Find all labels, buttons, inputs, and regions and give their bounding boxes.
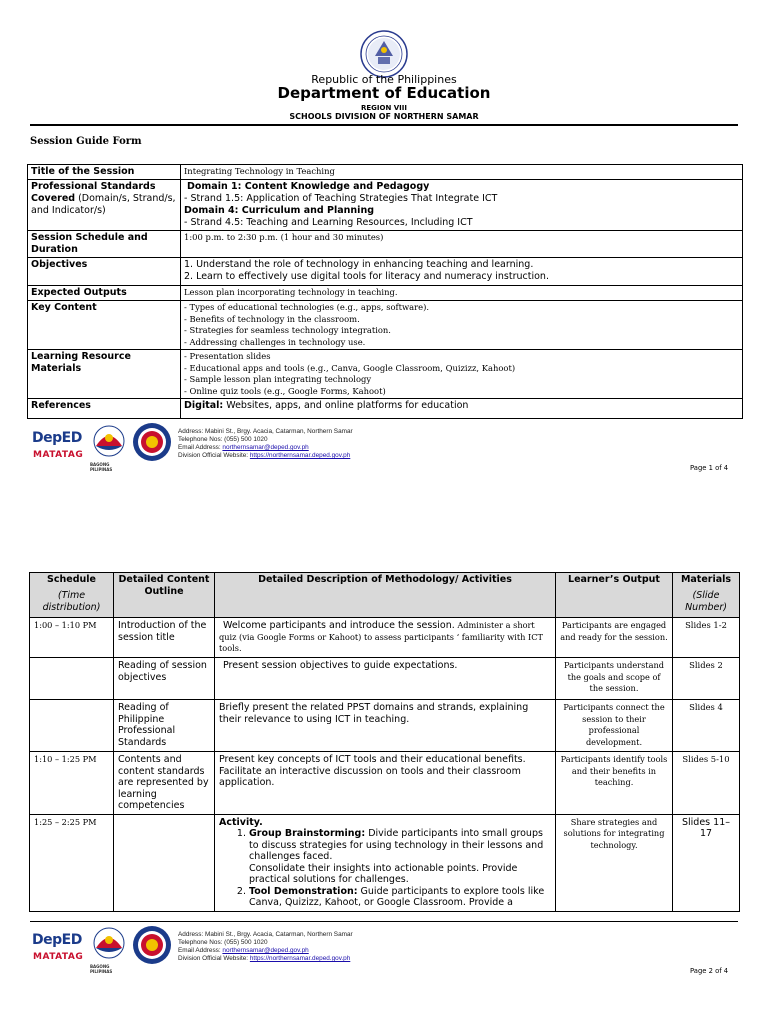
- form-title: Session Guide Form: [30, 136, 142, 147]
- header-republic: Republic of the Philippines: [311, 73, 457, 86]
- output-cell: Participants understand the goals and scope of the session.: [556, 658, 673, 700]
- bagong-pilipinas-logo: [88, 424, 130, 472]
- strand-4-5: - Strand 4.5: Teaching and Learning Resources, Including ICT: [184, 217, 473, 228]
- outputs-value: Lesson plan incorporating technology in teaching.: [181, 286, 743, 301]
- list-item: 1. Group Brainstorming: Divide participants into small groups to discuss strategies for using technology in their lessons and challenges faced. Consolidate their insights into actionable points. Provide practical solutions for challenges.: [249, 828, 551, 886]
- col-description-header: Detailed Description of Methodology/ Activities: [215, 573, 556, 618]
- outline-cell: [114, 814, 215, 911]
- list-item: - Educational apps and tools (e.g., Canva, Google Classroom, Quizizz, Kahoot): [184, 362, 516, 373]
- list-item: - Online quiz tools (e.g., Google Forms, Kahoot): [184, 385, 386, 396]
- header-department: Department of Education: [277, 84, 491, 102]
- col-output-header: Learner’s Output: [556, 573, 673, 618]
- deped-matatag-logo: [32, 426, 84, 466]
- footer-address: Address: Mabini St., Brgy. Acacia, Catarman, Northern Samar: [178, 931, 353, 938]
- list-item: 2. Tool Demonstration: Guide participants to explore tools like Canva, Quizizz, Kahoot, or Google Classroom. Provide a: [249, 886, 551, 909]
- col-schedule-header: Schedule (Time distribution): [30, 573, 114, 618]
- outline-cell: Reading of session objectives: [114, 658, 215, 700]
- output-cell: Participants connect the session to their professional development.: [556, 700, 673, 752]
- bagong-pilipinas-text: BAGONG PILIPINAS: [90, 964, 113, 974]
- materials-cell: Slides 4: [673, 700, 740, 752]
- objective-2: 2. Learn to effectively use digital tools for literacy and numeracy instruction.: [184, 271, 549, 282]
- matatag-text: MATATAG: [33, 450, 84, 460]
- description-cell: Briefly present the related PPST domains and strands, explaining their relevance to using ICT in teaching.: [215, 700, 556, 752]
- col-materials-header: Materials (Slide Number): [673, 573, 740, 618]
- email-link[interactable]: northernsamar@deped.gov.ph: [222, 444, 309, 452]
- methodology-table: [29, 572, 740, 912]
- table-row: [30, 618, 740, 658]
- title-label: Title of the Session: [28, 165, 181, 180]
- materials-cell: Slides 1-2: [673, 618, 740, 658]
- schedule-cell: 1:25 – 2:25 PM: [30, 814, 114, 911]
- schedule-cell: 1:10 – 1:25 PM: [30, 752, 114, 815]
- output-cell: Participants are engaged and ready for the session.: [556, 618, 673, 658]
- table-row: [30, 752, 740, 815]
- domain-1: Domain 1: Content Knowledge and Pedagogy: [187, 181, 430, 192]
- footer-telephone: Telephone Nos: (055) 500 1020: [178, 436, 268, 444]
- title-value: Integrating Technology in Teaching: [181, 165, 743, 180]
- key-content-value: [181, 301, 743, 350]
- resources-label: Learning Resource Materials: [28, 350, 181, 399]
- activity-label: Activity.: [219, 816, 263, 828]
- pps-label: Professional Standards Covered (Domain/s, Strand/s, and Indicator/s): [28, 180, 181, 231]
- outline-cell: Introduction of the session title: [114, 618, 215, 658]
- header-region: REGION VIII: [361, 104, 407, 112]
- list-item: - Addressing challenges in technology use.: [184, 336, 366, 347]
- page-number: Page 2 of 4: [690, 967, 729, 975]
- materials-cell: Slides 5-10: [673, 752, 740, 815]
- footer-email-row: Email Address: northernsamar@deped.gov.ph: [178, 947, 309, 955]
- objectives-label: Objectives: [28, 258, 181, 286]
- footer-telephone: Telephone Nos: (055) 500 1020: [178, 939, 268, 947]
- materials-cell: Slides 2: [673, 658, 740, 700]
- schedule-cell: 1:00 – 1:10 PM: [30, 618, 114, 658]
- footer-address: Address: Mabini St., Brgy. Acacia, Catarman, Northern Samar: [178, 428, 353, 435]
- references-label: References: [28, 399, 181, 419]
- footer-contact: [178, 931, 353, 963]
- resources-value: [181, 350, 743, 399]
- outline-cell: Reading of Philippine Professional Standards: [114, 700, 215, 752]
- table-row: [30, 700, 740, 752]
- deped-matatag-logo: [32, 928, 84, 968]
- schedule-cell: [30, 658, 114, 700]
- activity-list: [219, 828, 551, 909]
- footer-website-row: Division Official Website: https://northernsamar.deped.gov.ph: [178, 955, 351, 963]
- schedule-label: Session Schedule and Duration: [28, 231, 181, 258]
- table-row: [30, 814, 740, 911]
- header-division: SCHOOLS DIVISION OF NORTHERN SAMAR: [289, 112, 479, 121]
- pps-value: [181, 180, 743, 231]
- list-item: - Sample lesson plan integrating technology: [184, 374, 372, 384]
- header-divider: [30, 124, 738, 126]
- deped-seal-logo: [360, 30, 408, 78]
- sdo-seal-logo: [132, 925, 172, 965]
- deped-logo-text: DepED: [32, 430, 82, 446]
- description-cell: Present session objectives to guide expectations.: [215, 658, 556, 700]
- footer-divider: [30, 418, 738, 419]
- output-cell: Share strategies and solutions for integrating technology.: [556, 814, 673, 911]
- footer-divider: [30, 921, 738, 922]
- strand-1-5: - Strand 1.5: Application of Teaching Strategies That Integrate ICT: [184, 193, 498, 204]
- sdo-seal-logo: [132, 422, 172, 462]
- output-cell: Participants identify tools and their benefits in teaching.: [556, 752, 673, 815]
- schedule-value: 1:00 p.m. to 2:30 p.m. (1 hour and 30 minutes): [181, 231, 743, 258]
- list-item: - Strategies for seamless technology integration.: [184, 325, 391, 335]
- schedule-cell: [30, 700, 114, 752]
- matatag-text: MATATAG: [33, 952, 84, 962]
- col-outline-header: Detailed Content Outline: [114, 573, 215, 618]
- email-link[interactable]: northernsamar@deped.gov.ph: [222, 947, 309, 955]
- domain-4: Domain 4: Curriculum and Planning: [184, 205, 375, 216]
- outline-cell: Contents and content standards are represented by learning competencies: [114, 752, 215, 815]
- objectives-value: [181, 258, 743, 286]
- objective-1: 1. Understand the role of technology in enhancing teaching and learning.: [184, 259, 534, 270]
- page-number: Page 1 of 4: [690, 464, 729, 472]
- materials-cell: Slides 11–17: [673, 814, 740, 911]
- deped-logo-text: DepED: [32, 932, 82, 948]
- footer-website-row: Division Official Website: https://northernsamar.deped.gov.ph: [178, 452, 351, 460]
- website-link[interactable]: https://northernsamar.deped.gov.ph: [249, 452, 351, 460]
- session-info-table: [27, 164, 743, 419]
- footer-email-row: Email Address: northernsamar@deped.gov.ph: [178, 444, 309, 452]
- table-row: [30, 658, 740, 700]
- bagong-pilipinas-text: BAGONG PILIPINAS: [90, 462, 113, 472]
- references-value: Digital: Websites, apps, and online platforms for education: [181, 399, 743, 419]
- footer-contact: [178, 428, 353, 460]
- key-content-label: Key Content: [28, 301, 181, 350]
- description-cell: Welcome participants and introduce the session. Administer a short quiz (via Google Forms or Kahoot) to assess participants ‘ familiarity with ICT tools.: [215, 618, 556, 658]
- outputs-label: Expected Outputs: [28, 286, 181, 301]
- website-link[interactable]: https://northernsamar.deped.gov.ph: [249, 955, 351, 963]
- list-item: - Benefits of technology in the classroom.: [184, 313, 360, 324]
- description-cell: [215, 814, 556, 911]
- list-item: - Types of educational technologies (e.g., apps, software).: [184, 302, 430, 312]
- bagong-pilipinas-logo: [88, 926, 130, 974]
- list-item: - Presentation slides: [184, 351, 271, 361]
- description-cell: Present key concepts of ICT tools and their educational benefits. Facilitate an interactive discussion on tools and their classroom application.: [215, 752, 556, 815]
